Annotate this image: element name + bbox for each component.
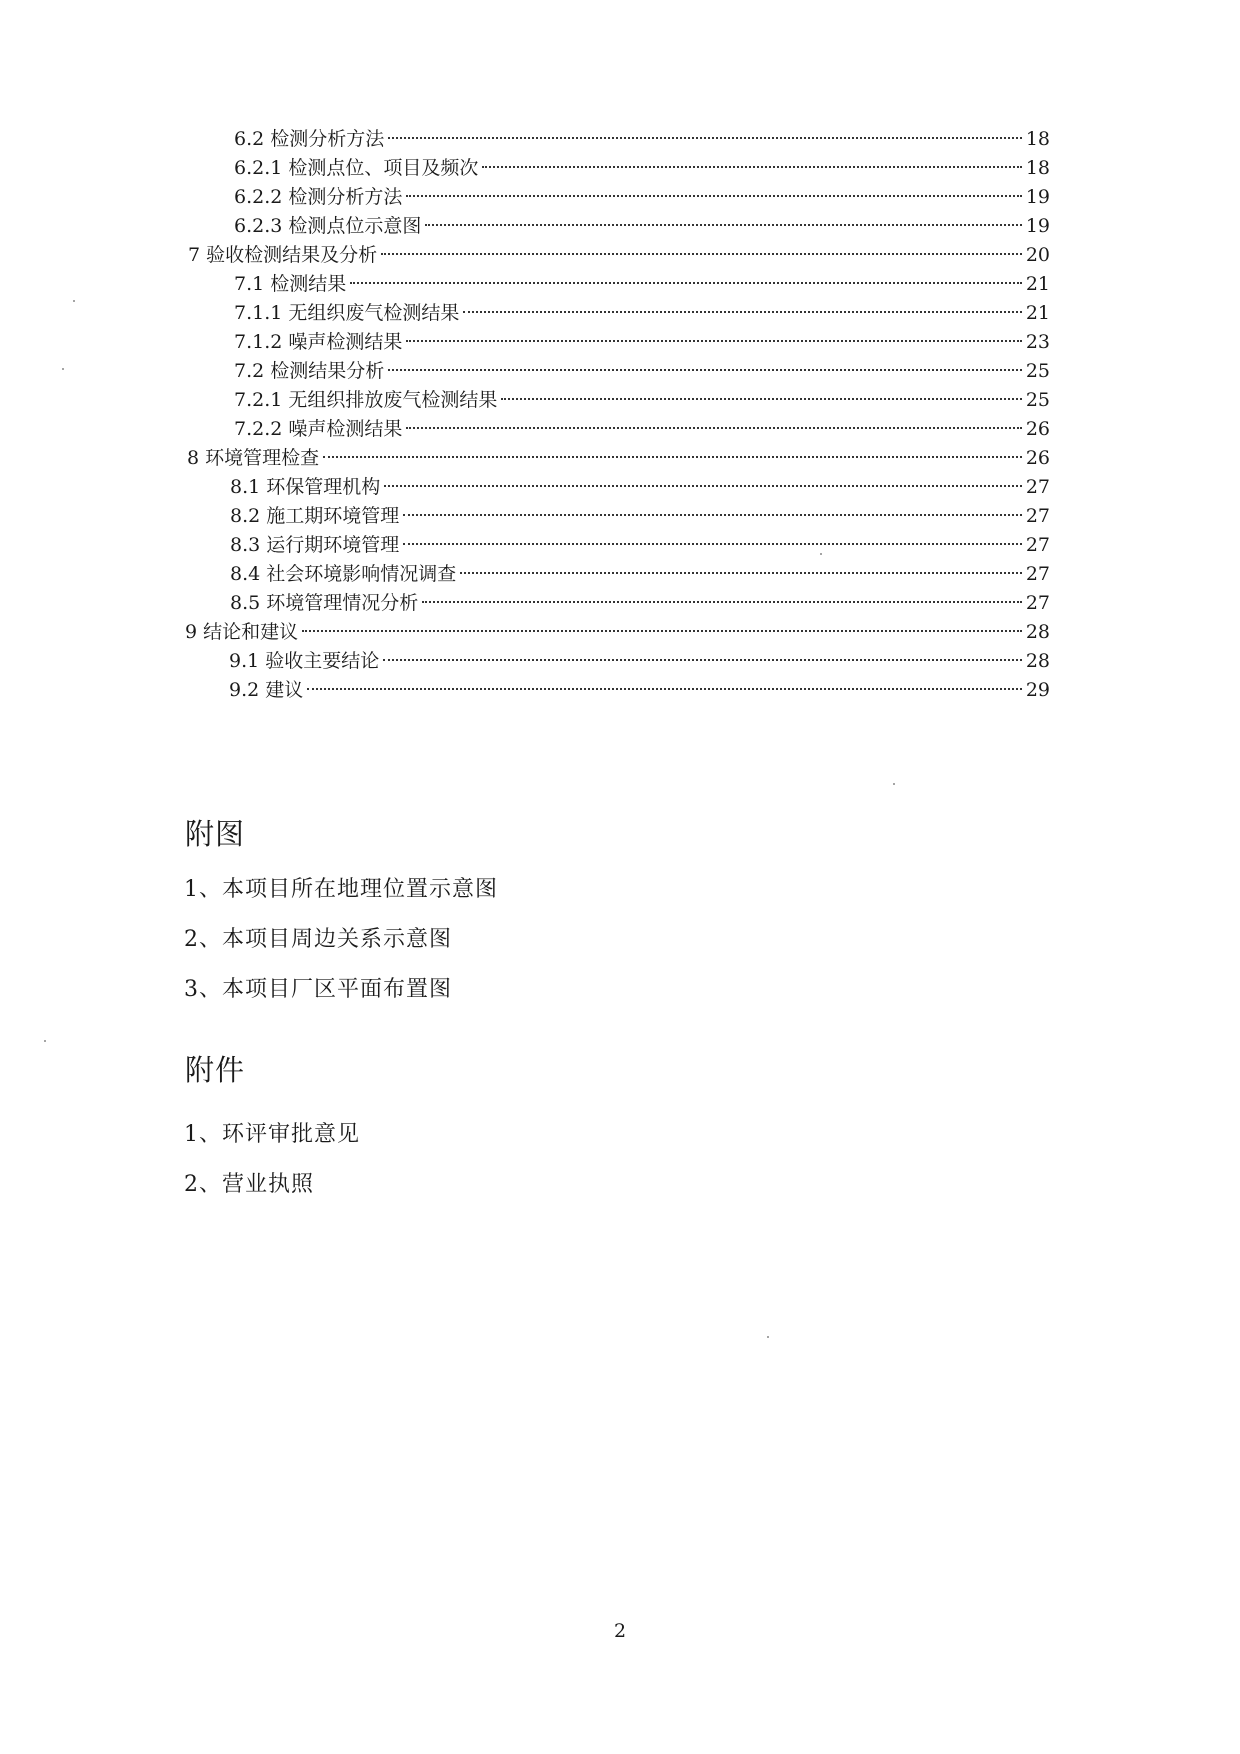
toc-entry-title: 8.2 施工期环境管理 bbox=[230, 505, 400, 527]
scan-speck bbox=[44, 1040, 46, 1042]
toc-entry-page: 25 bbox=[1025, 389, 1050, 411]
toc-entry-title: 7.1 检测结果 bbox=[234, 273, 347, 295]
toc-entry[interactable] bbox=[234, 211, 1050, 241]
toc-entry-page: 18 bbox=[1025, 128, 1050, 150]
toc-entry-title: 9.2 建议 bbox=[229, 679, 304, 701]
toc-entry-title: 9.1 验收主要结论 bbox=[229, 650, 380, 672]
toc-entry-title: 8 环境管理检查 bbox=[187, 447, 320, 469]
toc-dot-leader bbox=[482, 166, 1021, 168]
scan-speck bbox=[820, 553, 822, 555]
toc-entry-page: 27 bbox=[1025, 592, 1050, 614]
toc-dot-leader bbox=[422, 601, 1022, 603]
toc-entry[interactable] bbox=[230, 559, 1050, 589]
toc-entry-title: 7.2 检测结果分析 bbox=[234, 360, 385, 382]
toc-entry[interactable] bbox=[234, 153, 1050, 183]
toc-dot-leader bbox=[388, 369, 1022, 371]
toc-dot-leader bbox=[425, 224, 1021, 226]
toc-entry[interactable] bbox=[234, 327, 1050, 357]
toc-entry[interactable] bbox=[234, 356, 1050, 386]
toc-entry-page: 21 bbox=[1025, 302, 1050, 324]
toc-dot-leader bbox=[463, 311, 1021, 313]
toc-entry-page: 27 bbox=[1025, 563, 1050, 585]
toc-dot-leader bbox=[383, 659, 1022, 661]
page-number: 2 bbox=[613, 1620, 627, 1642]
toc-entry-title: 6.2.3 检测点位示意图 bbox=[234, 215, 422, 237]
toc-entry-title: 6.2.2 检测分析方法 bbox=[234, 186, 403, 208]
toc-entry-page: 27 bbox=[1025, 505, 1050, 527]
toc-entry-title: 7.2.1 无组织排放废气检测结果 bbox=[234, 389, 498, 411]
toc-entry-page: 26 bbox=[1025, 447, 1050, 469]
toc-entry-page: 28 bbox=[1025, 621, 1050, 643]
scan-speck bbox=[73, 300, 75, 302]
scan-speck bbox=[767, 1336, 769, 1338]
toc-entry[interactable] bbox=[230, 530, 1050, 560]
toc-entry-title: 8.3 运行期环境管理 bbox=[230, 534, 400, 556]
toc-dot-leader bbox=[323, 456, 1022, 458]
toc-entry[interactable] bbox=[187, 443, 1050, 473]
toc-entry-title: 7 验收检测结果及分析 bbox=[188, 244, 378, 266]
toc-dot-leader bbox=[406, 427, 1021, 429]
toc-entry-title: 7.1.2 噪声检测结果 bbox=[234, 331, 403, 353]
toc-entry[interactable] bbox=[188, 240, 1050, 270]
toc-entry-title: 6.2.1 检测点位、项目及频次 bbox=[234, 157, 479, 179]
figure-list-item: 3、本项目厂区平面布置图 bbox=[184, 977, 452, 1002]
toc-entry-page: 18 bbox=[1025, 157, 1050, 179]
toc-entry-title: 8.4 社会环境影响情况调查 bbox=[230, 563, 457, 585]
toc-dot-leader bbox=[501, 398, 1021, 400]
toc-entry[interactable] bbox=[230, 501, 1050, 531]
toc-entry[interactable] bbox=[234, 298, 1050, 328]
toc-entry-page: 19 bbox=[1025, 186, 1050, 208]
toc-entry[interactable] bbox=[234, 414, 1050, 444]
toc-entry-page: 25 bbox=[1025, 360, 1050, 382]
toc-dot-leader bbox=[406, 195, 1021, 197]
toc-entry-page: 23 bbox=[1025, 331, 1050, 353]
toc-entry-title: 8.5 环境管理情况分析 bbox=[230, 592, 419, 614]
toc-entry[interactable] bbox=[234, 385, 1050, 415]
toc-dot-leader bbox=[460, 572, 1022, 574]
toc-entry-page: 21 bbox=[1025, 273, 1050, 295]
toc-entry-page: 20 bbox=[1025, 244, 1050, 266]
attachment-list-item: 2、营业执照 bbox=[184, 1172, 314, 1197]
scan-speck bbox=[62, 368, 64, 370]
scan-speck bbox=[893, 783, 895, 785]
toc-dot-leader bbox=[388, 137, 1022, 139]
toc-entry-title: 7.1.1 无组织废气检测结果 bbox=[234, 302, 460, 324]
figure-list-item: 1、本项目所在地理位置示意图 bbox=[184, 877, 498, 902]
toc-entry[interactable] bbox=[185, 617, 1050, 647]
toc-entry[interactable] bbox=[229, 675, 1050, 705]
toc-dot-leader bbox=[307, 688, 1022, 690]
toc-dot-leader bbox=[403, 514, 1022, 516]
toc-dot-leader bbox=[302, 630, 1022, 632]
toc-entry[interactable] bbox=[234, 182, 1050, 212]
figure-list-item: 2、本项目周边关系示意图 bbox=[184, 927, 452, 952]
toc-entry-title: 8.1 环保管理机构 bbox=[230, 476, 381, 498]
toc-entry-page: 28 bbox=[1025, 650, 1050, 672]
toc-dot-leader bbox=[384, 485, 1022, 487]
toc-entry-title: 9 结论和建议 bbox=[185, 621, 299, 643]
toc-entry-page: 27 bbox=[1025, 534, 1050, 556]
toc-entry-page: 27 bbox=[1025, 476, 1050, 498]
toc-entry-page: 29 bbox=[1025, 679, 1050, 701]
attachments-heading: 附件 bbox=[185, 1053, 246, 1087]
toc-entry[interactable] bbox=[229, 646, 1050, 676]
toc-dot-leader bbox=[403, 543, 1022, 545]
toc-entry[interactable] bbox=[230, 472, 1050, 502]
toc-entry-title: 6.2 检测分析方法 bbox=[234, 128, 385, 150]
toc-entry-page: 19 bbox=[1025, 215, 1050, 237]
toc-entry[interactable] bbox=[234, 269, 1050, 299]
toc-entry-page: 26 bbox=[1025, 418, 1050, 440]
toc-dot-leader bbox=[406, 340, 1021, 342]
toc-dot-leader bbox=[350, 282, 1022, 284]
toc-dot-leader bbox=[381, 253, 1022, 255]
toc-entry[interactable] bbox=[234, 124, 1050, 154]
toc-entry[interactable] bbox=[230, 588, 1050, 618]
attachment-list-item: 1、环评审批意见 bbox=[184, 1122, 360, 1147]
figures-heading: 附图 bbox=[185, 817, 246, 851]
toc-entry-title: 7.2.2 噪声检测结果 bbox=[234, 418, 403, 440]
